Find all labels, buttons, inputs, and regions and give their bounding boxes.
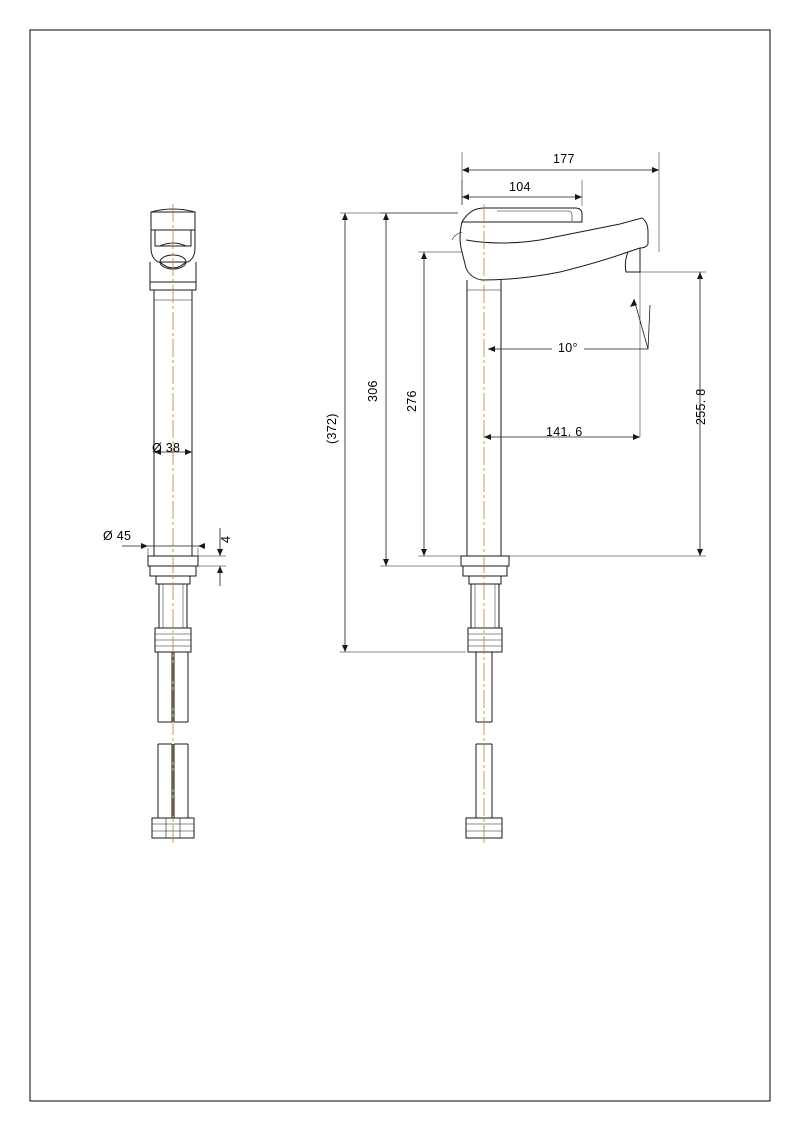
dim-label-4: 4 <box>219 535 233 543</box>
dim-label-dia-45: Ø 45 <box>103 529 132 543</box>
dim-label-372: (372) <box>325 413 339 444</box>
dim-label-276: 276 <box>405 390 419 412</box>
dim-label-255-8: 255. 8 <box>694 388 708 425</box>
dim-label-10-degrees: 10° <box>558 341 578 355</box>
dim-dia-45 <box>122 543 205 556</box>
dim-label-177: 177 <box>553 152 575 166</box>
dim-141-6 <box>484 272 640 440</box>
dim-177 <box>462 152 659 252</box>
dim-306 <box>380 213 460 566</box>
dim-label-dia-38: Ø 38 <box>152 441 181 455</box>
dim-label-141-6: 141. 6 <box>546 425 583 439</box>
dim-255-8 <box>509 272 706 556</box>
dim-label-104: 104 <box>509 180 531 194</box>
dim-276 <box>418 252 462 556</box>
dim-372 <box>340 213 466 652</box>
dim-label-306: 306 <box>366 380 380 402</box>
right-view-tap <box>452 208 648 838</box>
